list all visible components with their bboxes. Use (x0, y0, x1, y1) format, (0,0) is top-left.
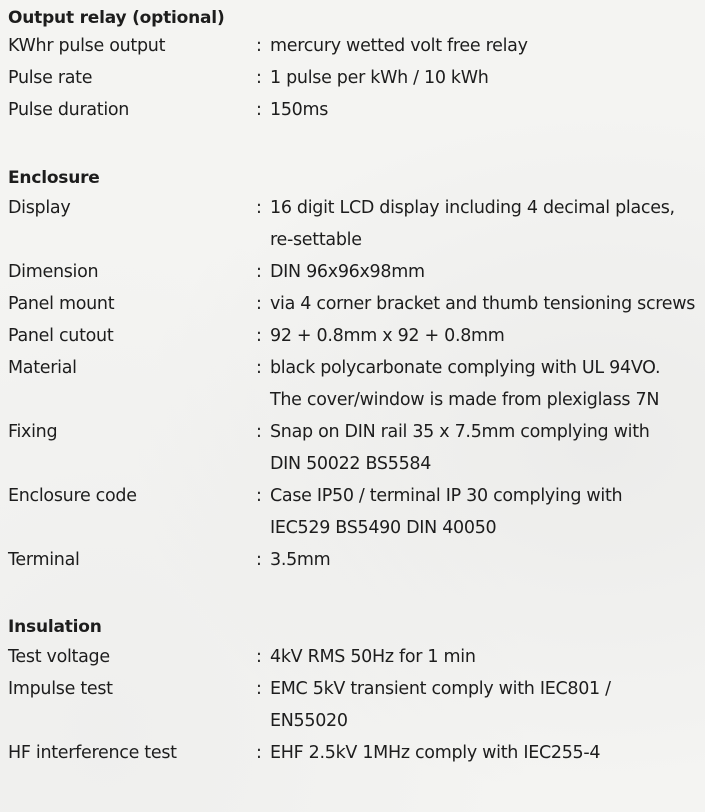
spec-separator: : (256, 262, 262, 282)
spec-row-material (8, 352, 698, 416)
spec-row-terminal (8, 544, 698, 576)
spec-label: Display (8, 198, 71, 218)
spec-value: DIN 96x96x98mm (270, 262, 425, 282)
spec-value: 1 pulse per kWh / 10 kWh (270, 68, 489, 88)
spec-separator: : (256, 294, 262, 314)
section-title: Enclosure (8, 168, 100, 188)
spec-row-fixing (8, 416, 698, 480)
section-output-relay (8, 6, 698, 126)
spec-row-pulse-duration (8, 94, 698, 126)
spec-row-pulse-rate (8, 62, 698, 94)
spec-value: mercury wetted volt free relay (270, 36, 528, 56)
section-insulation (8, 615, 698, 769)
spec-row-panel-mount (8, 288, 698, 320)
spec-label: Panel mount (8, 294, 115, 314)
spec-value: Case IP50 / terminal IP 30 complying with IEC529 BS5490 DIN 40050 (270, 486, 623, 538)
spec-label: Pulse rate (8, 68, 93, 88)
spec-value: via 4 corner bracket and thumb tensioning screws (270, 294, 696, 314)
spec-row-enclosure-code (8, 480, 698, 544)
spec-separator: : (256, 358, 262, 378)
spec-separator: : (256, 198, 262, 218)
spec-row-display (8, 192, 698, 256)
spec-label: Material (8, 358, 77, 378)
spec-separator: : (256, 36, 262, 56)
spec-label: Dimension (8, 262, 99, 282)
spec-label: Impulse test (8, 679, 113, 699)
spec-value: 150ms (270, 100, 329, 120)
spec-label: Enclosure code (8, 486, 137, 506)
section-title: Insulation (8, 617, 102, 637)
spec-value: black polycarbonate complying with UL 94VO. The cover/window is made from plexiglass 7N (270, 358, 661, 410)
spec-label: Fixing (8, 422, 58, 442)
spec-separator: : (256, 550, 262, 570)
spec-value: EHF 2.5kV 1MHz comply with IEC255-4 (270, 743, 601, 763)
spec-separator: : (256, 422, 262, 442)
spec-value: 3.5mm (270, 550, 331, 570)
spec-row-dimension (8, 256, 698, 288)
spec-row-impulse-test (8, 673, 698, 737)
section-enclosure (8, 166, 698, 576)
spec-separator: : (256, 647, 262, 667)
section-title: Output relay (optional) (8, 8, 225, 28)
spec-row-test-voltage (8, 641, 698, 673)
spec-value: 16 digit LCD display including 4 decimal places, re-settable (270, 198, 675, 250)
spec-label: HF interference test (8, 743, 177, 763)
spec-label: Terminal (8, 550, 80, 570)
spec-label: Panel cutout (8, 326, 114, 346)
spec-label: Test voltage (8, 647, 110, 667)
spec-separator: : (256, 100, 262, 120)
spec-row-kwhr-pulse-output (8, 30, 698, 62)
spec-label: Pulse duration (8, 100, 130, 120)
spec-separator: : (256, 743, 262, 763)
spec-value: Snap on DIN rail 35 x 7.5mm complying with DIN 50022 BS5584 (270, 422, 650, 474)
spec-row-panel-cutout (8, 320, 698, 352)
spec-value: 92 + 0.8mm x 92 + 0.8mm (270, 326, 505, 346)
spec-row-hf-interference-test (8, 737, 698, 769)
spec-label: KWhr pulse output (8, 36, 166, 56)
spec-separator: : (256, 68, 262, 88)
spec-separator: : (256, 679, 262, 699)
spec-value: 4kV RMS 50Hz for 1 min (270, 647, 476, 667)
spec-separator: : (256, 486, 262, 506)
spec-separator: : (256, 326, 262, 346)
spec-value: EMC 5kV transient comply with IEC801 / EN55020 (270, 679, 611, 731)
